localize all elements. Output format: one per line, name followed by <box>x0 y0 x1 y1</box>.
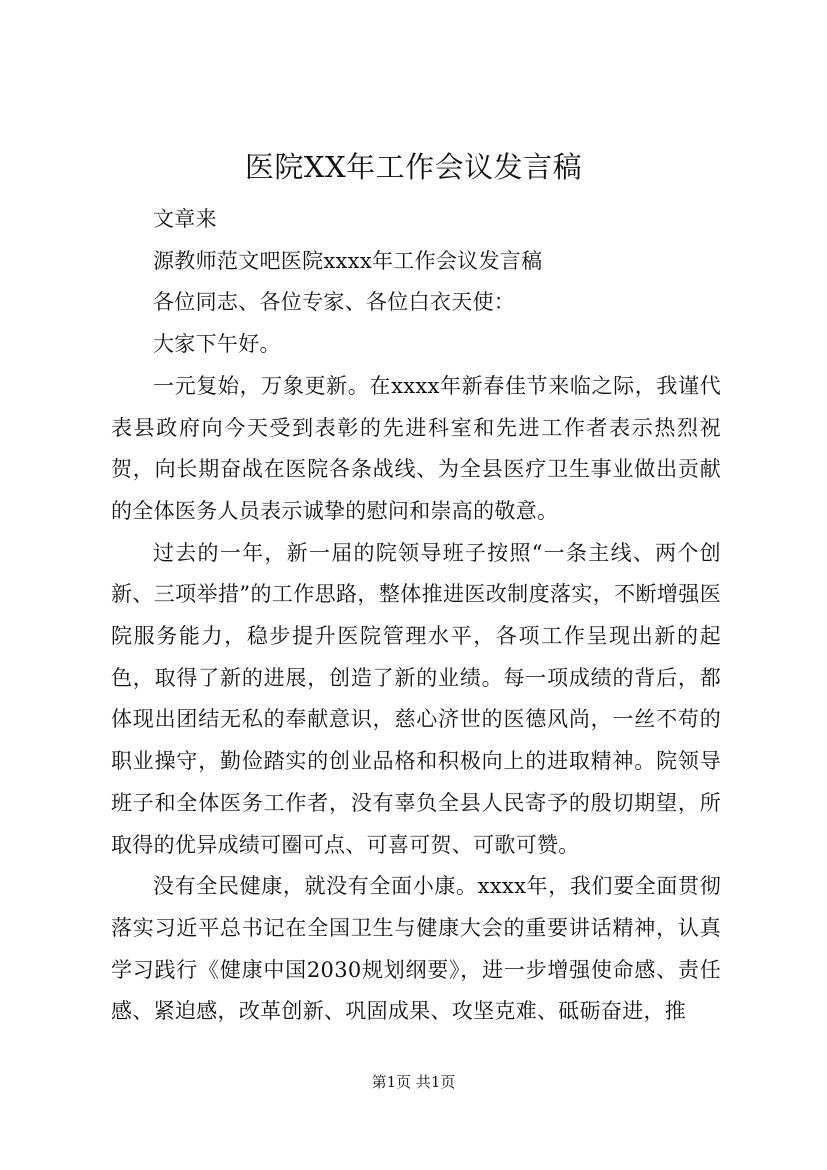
paragraph-salutation: 各位同志、各位专家、各位白衣天使： <box>153 290 516 315</box>
paragraph-future-goals: 没有全民健康，就没有全面小康。xxxx年，我们要全面贯彻落实习近平总书记在全国卫生与健康大会的重要讲话精神，认真学习践行《健康中国2030规划纲要》，进一步增强使命感、责任感、紧迫感，改革创新、巩固成果、攻坚克难、砥砺奋进，推 <box>111 874 721 1024</box>
paragraph-source-line-2: 源教师范文吧医院xxxx年工作会议发言稿 <box>153 248 543 273</box>
paragraph-source-line-1: 文章来 <box>153 207 217 231</box>
paragraph-greeting: 大家下午好。 <box>153 332 281 357</box>
document-title: 医院XX年工作会议发言稿 <box>244 150 583 184</box>
document-body <box>111 199 721 1033</box>
paragraph-new-year-wishes: 一元复始，万象更新。在xxxx年新春佳节来临之际，我谨代表县政府向今天受到表彰的先进科室和先进工作者表示热烈祝贺，向长期奋战在医院各条战线、为全县医疗卫生事业做出贡献的全体医务人员表示诚挚的慰问和崇高的敬意。 <box>111 373 721 523</box>
page-number-footer: 第1页 共1页 <box>371 1073 456 1091</box>
paragraph-past-year-review: 过去的一年，新一届的院领导班子按照“一条主线、两个创新、三项举措”的工作思路，整体推进医改制度落实，不断增强医院服务能力，稳步提升医院管理水平，各项工作呈现出新的起色，取得了新的进展，创造了新的业绩。每一项成绩的背后，都体现出团结无私的奉献意识，慈心济世的医德风尚，一丝不苟的职业操守，勤俭踏实的创业品格和积极向上的进取精神。院领导班子和全体医务工作者，没有辜负全县人民寄予的殷切期望，所取得的优异成绩可圈可点、可喜可贺、可歌可赞。 <box>111 540 721 857</box>
